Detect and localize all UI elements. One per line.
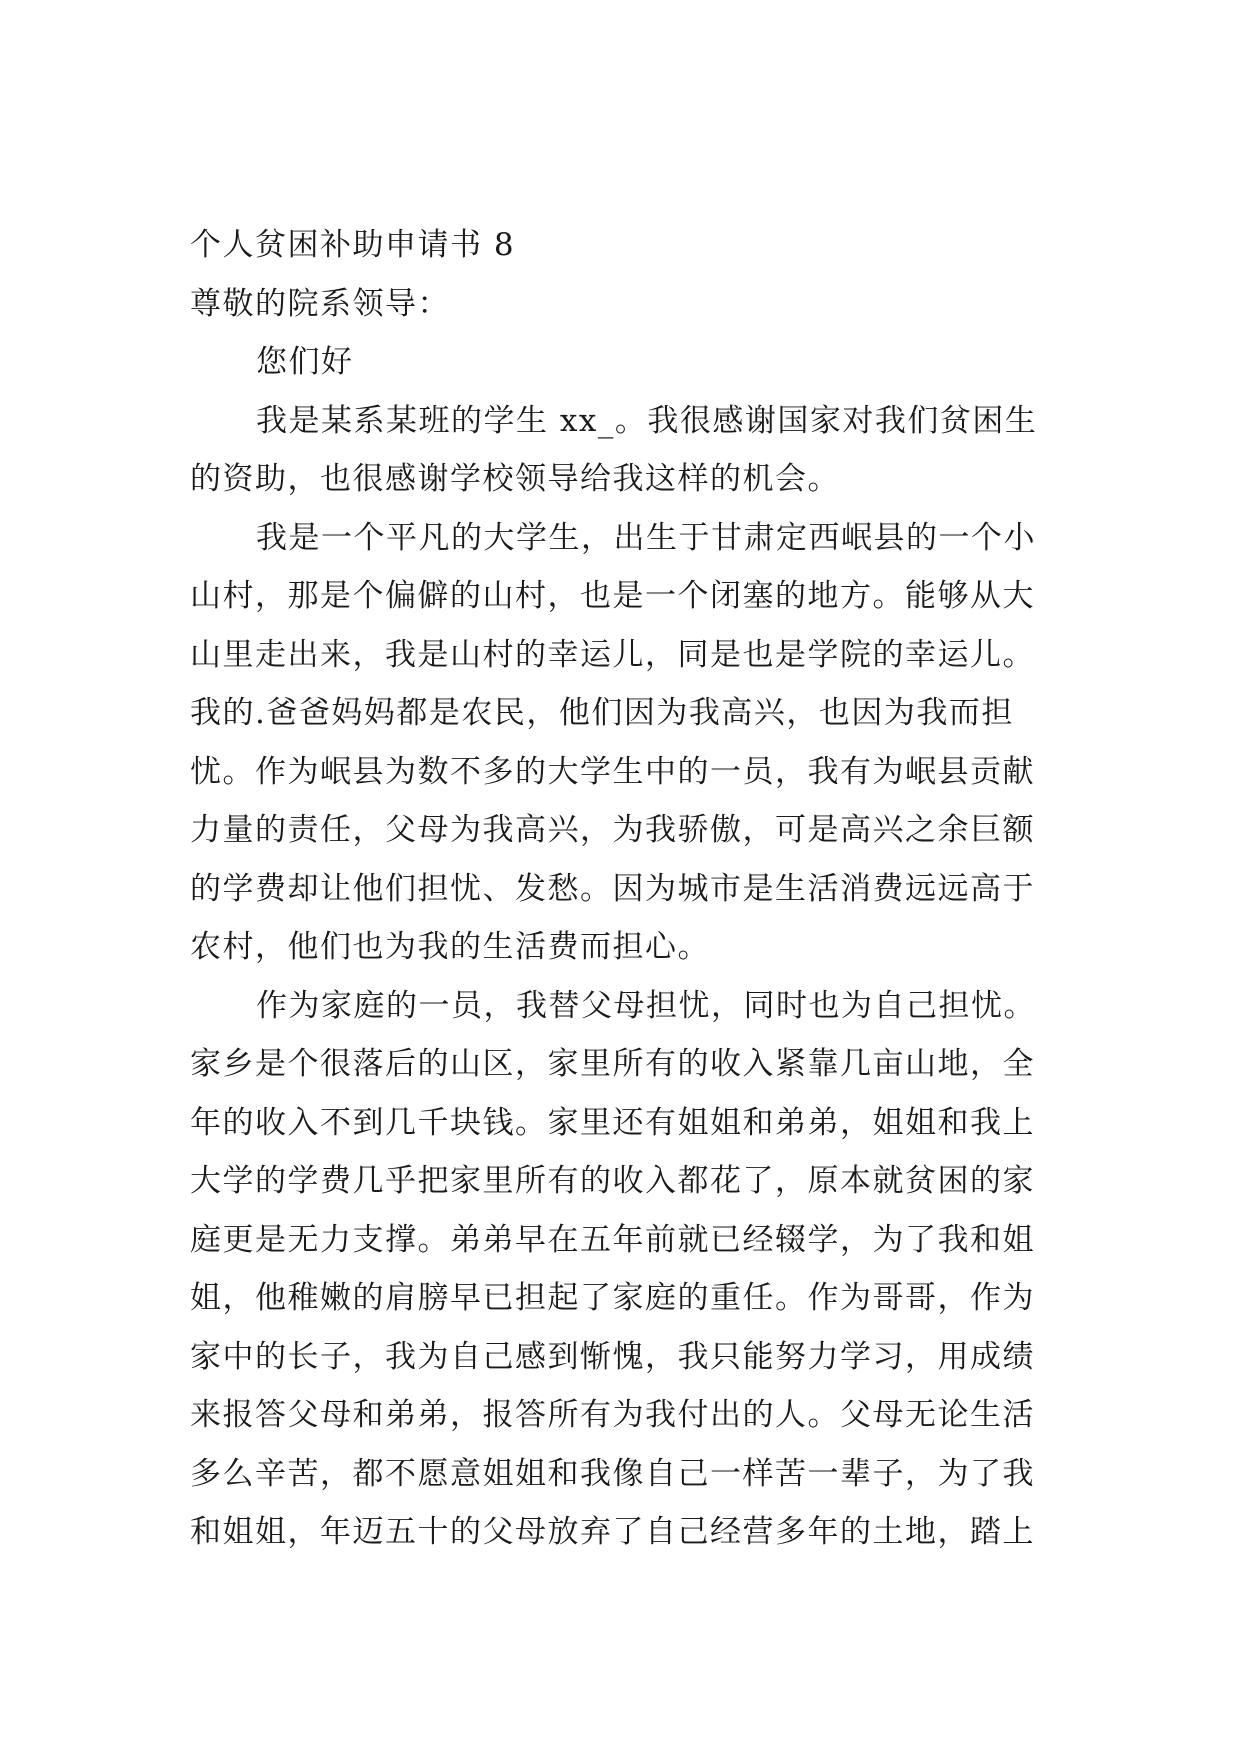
salutation: 尊敬的院系领导： xyxy=(190,286,450,322)
paragraph-line: 来报答父母和弟弟，报答所有为我付出的人。父母无论生活 xyxy=(190,1397,1035,1433)
paragraph-line: 作为家庭的一员，我替父母担忧，同时也为自己担忧。 xyxy=(256,988,1036,1024)
greeting: 您们好 xyxy=(256,344,354,380)
paragraph-line: 姐，他稚嫩的肩膀早已担起了家庭的重任。作为哥哥，作为 xyxy=(190,1280,1035,1316)
document-title: 个人贫困补助申请书 8 xyxy=(190,227,516,263)
paragraph-line: 多么辛苦，都不愿意姐姐和我像自己一样苦一辈子，为了我 xyxy=(190,1456,1035,1492)
paragraph-line: 忧。作为岷县为数不多的大学生中的一员，我有为岷县贡献 xyxy=(190,754,1035,790)
paragraph-line: 年的收入不到几千块钱。家里还有姐姐和弟弟，姐姐和我上 xyxy=(190,1105,1035,1141)
paragraph-line: 山里走出来，我是山村的幸运儿，同是也是学院的幸运儿。 xyxy=(190,637,1035,673)
paragraph-line: 我是某系某班的学生 xx_。我很感谢国家对我们贫困生 xyxy=(256,403,1038,439)
paragraph-line: 我的.爸爸妈妈都是农民，他们因为我高兴，也因为我而担 xyxy=(190,695,1014,731)
paragraph-line: 力量的责任，父母为我高兴，为我骄傲，可是高兴之余巨额 xyxy=(190,812,1035,848)
paragraph-line: 家乡是个很落后的山区，家里所有的收入紧靠几亩山地，全 xyxy=(190,1046,1035,1082)
paragraph-line: 的学费却让他们担忧、发愁。因为城市是生活消费远远高于 xyxy=(190,871,1035,907)
paragraph-line: 我是一个平凡的大学生，出生于甘肃定西岷县的一个小 xyxy=(256,520,1036,556)
paragraph-line: 农村，他们也为我的生活费而担心。 xyxy=(190,929,710,965)
paragraph-line: 庭更是无力支撑。弟弟早在五年前就已经辍学，为了我和姐 xyxy=(190,1222,1035,1258)
paragraph-line: 的资助，也很感谢学校领导给我这样的机会。 xyxy=(190,461,840,497)
paragraph-line: 家中的长子，我为自己感到惭愧，我只能努力学习，用成绩 xyxy=(190,1339,1035,1375)
paragraph-line: 和姐姐，年迈五十的父母放弃了自己经营多年的土地，踏上 xyxy=(190,1514,1035,1550)
paragraph-line: 大学的学费几乎把家里所有的收入都花了，原本就贫困的家 xyxy=(190,1163,1035,1199)
paragraph-line: 山村，那是个偏僻的山村，也是一个闭塞的地方。能够从大 xyxy=(190,578,1035,614)
